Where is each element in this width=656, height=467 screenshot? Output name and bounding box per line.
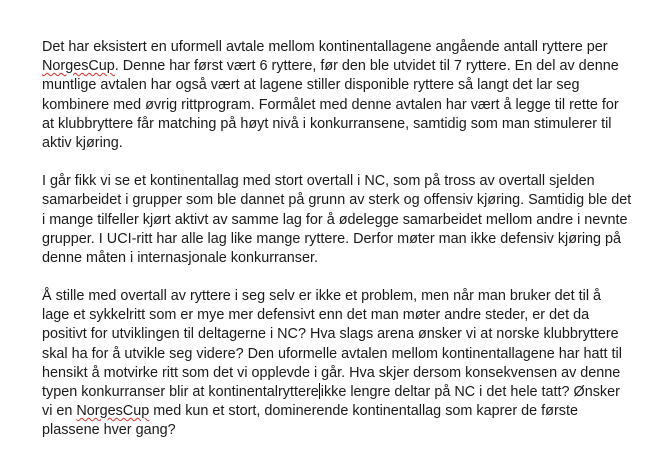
text-line <box>42 230 642 249</box>
text-line <box>42 76 642 95</box>
text-run: aktiv kjøring. <box>42 134 123 151</box>
paragraph[interactable] <box>42 38 642 153</box>
text-line <box>42 134 642 153</box>
paragraph[interactable] <box>42 172 642 268</box>
text-run: lage et sykkelritt som er mye mer defensivt enn det man møter andre steder, er det da <box>42 307 590 324</box>
text-run: samarbeidet i grupper som ble dannet på grunn av sterk og offensiv kjøring. Samtidig ble det <box>42 192 632 209</box>
misspelled-word: NorgesCup <box>42 58 115 75</box>
text-line <box>42 421 642 440</box>
text-line <box>42 172 642 191</box>
text-run: ikke lengre deltar på NC i det hele tatt? Ønsker <box>320 384 620 400</box>
text-line <box>42 364 642 383</box>
text-run: typen konkurranser blir at kontinentalryttere <box>42 384 319 400</box>
text-run: . Denne har først vært 6 ryttere, før den ble utvidet til 7 ryttere. En del av denne <box>114 58 619 75</box>
misspelled-word: NorgesCup <box>76 403 150 420</box>
text-run: i mange tilfeller kjørt aktivt av samme lag for å ødelegge samarbeidet mellom andre i nevnte <box>42 211 628 228</box>
text-line <box>42 402 642 421</box>
text-run: med kun et stort, dominerende kontinentallag som kaprer de første <box>149 403 578 420</box>
text-run: muntlige avtalen har også vært at lagene stiller disponible ryttere så langt det lar seg <box>42 77 580 94</box>
text-run: I går fikk vi se et kontinentallag med stort overtall i NC, som på tross av overtall sjelden <box>42 173 595 190</box>
text-run: Å stille med overtall av ryttere i seg selv er ikke et problem, men når man bruker det til å <box>42 288 602 305</box>
text-run: denne måten i internasjonale konkurranser. <box>42 249 318 266</box>
text-line <box>42 96 642 115</box>
text-line <box>42 57 642 76</box>
text-line <box>42 325 642 344</box>
text-run: Det har eksistert en uformell avtale mellom kontinentallagene angående antall ryttere per <box>42 39 608 55</box>
text-run: at klubbryttere får matching på høyt nivå i konkurransene, samtidig som man stimulerer til <box>42 115 612 132</box>
text-line <box>42 191 642 210</box>
document-body[interactable] <box>42 38 642 460</box>
text-run: positivt for utviklingen til deltagerne i NC? Hva slags arena ønsker vi at norske klubbryttere <box>42 326 619 343</box>
text-run: plassene hver gang? <box>42 422 176 439</box>
text-cursor <box>319 383 320 399</box>
text-line <box>42 287 642 306</box>
paragraph[interactable] <box>42 287 642 441</box>
text-line <box>42 115 642 134</box>
text-line <box>42 306 642 325</box>
text-line <box>42 345 642 364</box>
text-line <box>42 249 642 268</box>
text-run: vi en <box>42 403 77 420</box>
text-line <box>42 383 642 402</box>
text-line <box>42 38 642 57</box>
text-run: kombinere med øvrig rittprogram. Formålet med denne avtalen har vært å legge til rette for <box>42 96 619 113</box>
text-run: hensikt å motvirke ritt som det vi opplevde i går. Hva skjer dersom konsekvensen av denne <box>42 364 621 381</box>
text-line <box>42 211 642 230</box>
text-run: skal ha for å utvikle seg videre? Den uformelle avtalen mellom kontinentallagene har hatt til <box>42 345 622 362</box>
text-run: grupper. I UCI-ritt har alle lag like mange ryttere. Derfor møter man ikke defensiv kjøring på <box>42 230 622 247</box>
